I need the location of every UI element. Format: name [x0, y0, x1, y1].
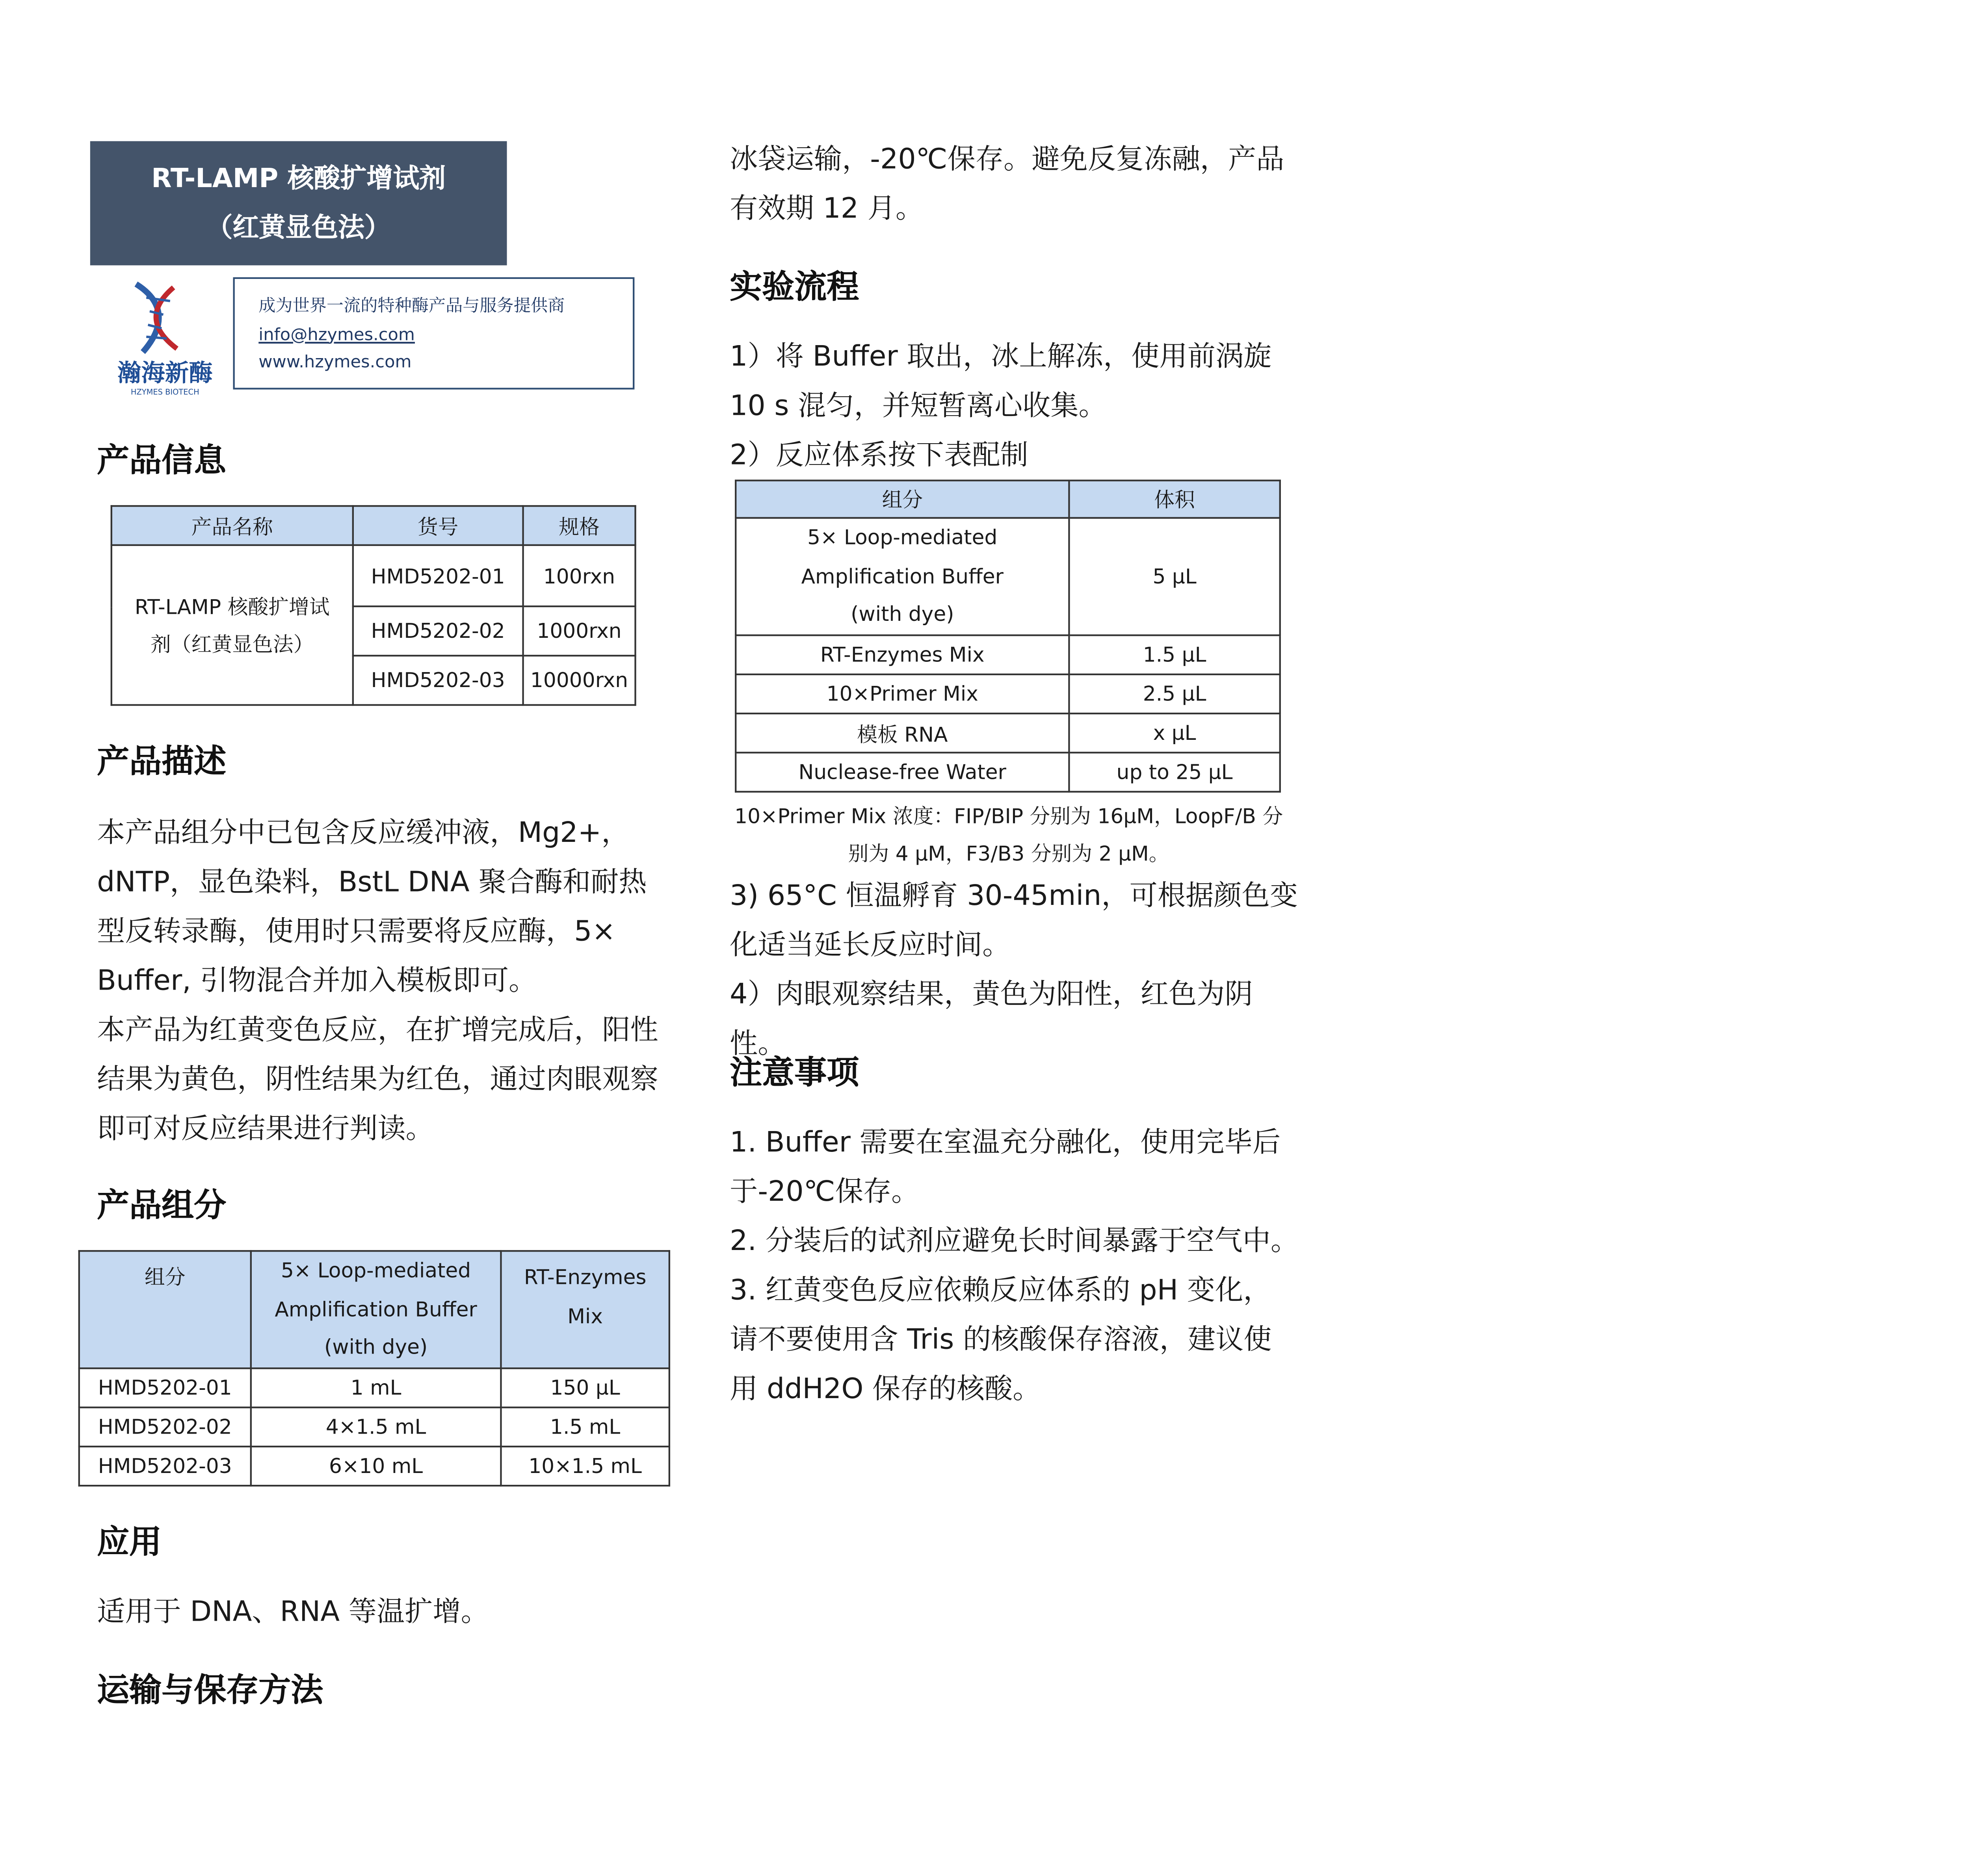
- spec-cell: 10000rxn: [523, 656, 636, 705]
- title-line-1: RT-LAMP 核酸扩增试剂: [151, 162, 446, 193]
- product-name-line: RT-LAMP 核酸扩增试: [134, 594, 330, 619]
- product-name-line: 剂（红黄显色法）: [151, 632, 314, 656]
- buffer-cell: 4×1.5 mL: [251, 1406, 501, 1445]
- volume-cell: up to 25 μL: [1069, 752, 1280, 791]
- table-header-cell: [251, 1251, 501, 1367]
- header-line: RT-Enzymes: [524, 1265, 647, 1289]
- table-row: [736, 713, 1280, 752]
- product-name-cell: [112, 545, 353, 705]
- email-link[interactable]: info@hzymes.com: [258, 325, 415, 345]
- company-logo: [106, 277, 225, 396]
- spec-cell: 1000rxn: [523, 606, 636, 656]
- section-heading-application: 应用: [97, 1524, 162, 1562]
- volume-cell: x μL: [1069, 713, 1280, 752]
- table-header-row: [79, 1251, 669, 1367]
- text-line: 有效期 12 月。: [730, 192, 924, 225]
- table-row: [736, 752, 1280, 791]
- logo-subtitle: HZYMES BIOTECH: [130, 387, 199, 396]
- text-line: 2. 分装后的试剂应避免长时间暴露于空气中。: [730, 1224, 1299, 1257]
- table-row: [112, 545, 636, 606]
- volume-cell: 1.5 μL: [1069, 635, 1280, 674]
- component-cell: RT-Enzymes Mix: [736, 635, 1069, 674]
- sku-cell: HMD5202-03: [79, 1446, 251, 1485]
- text-line: 1. Buffer 需要在室温充分融化，使用完毕后: [730, 1126, 1281, 1159]
- table-row: [79, 1446, 669, 1485]
- sku-cell: HMD5202-01: [79, 1367, 251, 1406]
- table-header-row: [736, 481, 1280, 518]
- note-line: 10×Primer Mix 浓度：FIP/BIP 分别为 16μM，LoopF/B 分: [734, 804, 1283, 828]
- header-line: Amplification Buffer: [275, 1296, 477, 1321]
- text-line: dNTP，显色染料，BstL DNA 聚合酶和耐热: [97, 866, 647, 898]
- text-line: 结果为黄色，阴性结果为红色，通过肉眼观察: [97, 1063, 658, 1096]
- title-line-2: （红黄显色法）: [206, 212, 391, 243]
- header-line: Mix: [567, 1304, 603, 1328]
- table-row: [736, 674, 1280, 713]
- text-line: 即可对反应结果进行判读。: [97, 1112, 434, 1145]
- enzyme-cell: 10×1.5 mL: [501, 1446, 669, 1485]
- section-heading-protocol: 实验流程: [730, 269, 859, 306]
- table-header-cell: 产品名称: [112, 506, 353, 545]
- enzyme-cell: 150 μL: [501, 1367, 669, 1406]
- text-line: 4）肉眼观察结果，黄色为阳性，红色为阴性。: [730, 978, 1253, 1060]
- storage-text: [730, 134, 1308, 233]
- sku-cell: HMD5202-01: [353, 545, 523, 606]
- sku-cell: HMD5202-03: [353, 656, 523, 705]
- text-line: Buffer, 引物混合并加入模板即可。: [97, 964, 537, 997]
- section-heading-description: 产品描述: [97, 743, 227, 781]
- table-row: [736, 518, 1280, 635]
- component-cell: 模板 RNA: [736, 713, 1069, 752]
- buffer-cell: 6×10 mL: [251, 1446, 501, 1485]
- table-row: [736, 635, 1280, 674]
- spec-cell: 100rxn: [523, 545, 636, 606]
- table-header-row: [112, 506, 636, 545]
- component-cell: 10×Primer Mix: [736, 674, 1069, 713]
- text-line: 本产品组分中已包含反应缓冲液，Mg2+，: [97, 816, 630, 849]
- table-header-cell: 货号: [353, 506, 523, 545]
- text-line: 3. 红黄变色反应依赖反应体系的 pH 变化，: [730, 1274, 1271, 1306]
- component-cell: Nuclease-free Water: [736, 752, 1069, 791]
- header-line: 5× Loop-mediated: [281, 1258, 471, 1283]
- cell-line: 5× Loop-mediated: [807, 526, 998, 550]
- text-line: 1）将 Buffer 取出，冰上解冻，使用前涡旋: [730, 340, 1272, 373]
- description-text: [97, 808, 675, 1153]
- text-line: 2）反应体系按下表配制: [730, 438, 1028, 471]
- notes-text: [730, 1117, 1316, 1413]
- section-heading-product-info: 产品信息: [97, 442, 227, 480]
- cell-line: Amplification Buffer: [801, 564, 1004, 588]
- volume-cell: 5 μL: [1069, 518, 1280, 635]
- table-header-cell: 组分: [736, 481, 1069, 518]
- enzyme-cell: 1.5 mL: [501, 1406, 669, 1445]
- text-line: 10 s 混匀，并短暂离心收集。: [730, 389, 1107, 422]
- contact-box: [233, 277, 634, 390]
- section-heading-storage: 运输与保存方法: [97, 1672, 323, 1709]
- sku-cell: HMD5202-02: [353, 606, 523, 656]
- text-line: 3) 65°C 恒温孵育 30-45min，可根据颜色变: [730, 879, 1298, 912]
- table-header-cell: 组分: [79, 1251, 251, 1367]
- dna-logo-icon: [106, 277, 225, 396]
- logo-wordmark: 瀚海新酶: [117, 359, 213, 387]
- component-cell: [736, 518, 1069, 635]
- product-info-table: [111, 505, 636, 706]
- note-line: 别为 4 μM，F3/B3 分别为 2 μM。: [848, 842, 1169, 866]
- protocol-steps-3-4: [730, 871, 1308, 1068]
- application-text: 适用于 DNA、RNA 等温扩增。: [97, 1595, 489, 1628]
- text-line: 冰袋运输，-20℃保存。避免反复冻融，产品: [730, 143, 1284, 175]
- table-header-cell: 规格: [523, 506, 636, 545]
- section-heading-notes: 注意事项: [730, 1054, 859, 1092]
- product-title-banner: [90, 141, 507, 265]
- text-line: 型反转录酶，使用时只需要将反应酶，5×: [97, 915, 616, 947]
- protocol-step-1: [730, 332, 1308, 480]
- text-line: 用 ddH2O 保存的核酸。: [730, 1373, 1041, 1405]
- text-line: 本产品为红黄变色反应，在扩增完成后，阳性: [97, 1014, 658, 1046]
- text-line: 请不要使用含 Tris 的核酸保存溶液，建议使: [730, 1323, 1272, 1356]
- table-row: [79, 1367, 669, 1406]
- text-line: 于-20℃保存。: [730, 1175, 920, 1208]
- slogan: 成为世界一流的特种酶产品与服务提供商: [258, 297, 565, 317]
- header-line: (with dye): [324, 1335, 428, 1359]
- components-table: [78, 1250, 670, 1486]
- primer-note: [730, 798, 1288, 873]
- reaction-setup-table: [735, 479, 1281, 792]
- volume-cell: 2.5 μL: [1069, 674, 1280, 713]
- buffer-cell: 1 mL: [251, 1367, 501, 1406]
- cell-line: (with dye): [851, 602, 954, 626]
- table-row: [79, 1406, 669, 1445]
- text-line: 化适当延长反应时间。: [730, 929, 1011, 961]
- table-header-cell: [501, 1251, 669, 1367]
- section-heading-components: 产品组分: [97, 1187, 227, 1225]
- table-header-cell: 体积: [1069, 481, 1280, 518]
- sku-cell: HMD5202-02: [79, 1406, 251, 1445]
- website-link[interactable]: www.hzymes.com: [258, 353, 412, 373]
